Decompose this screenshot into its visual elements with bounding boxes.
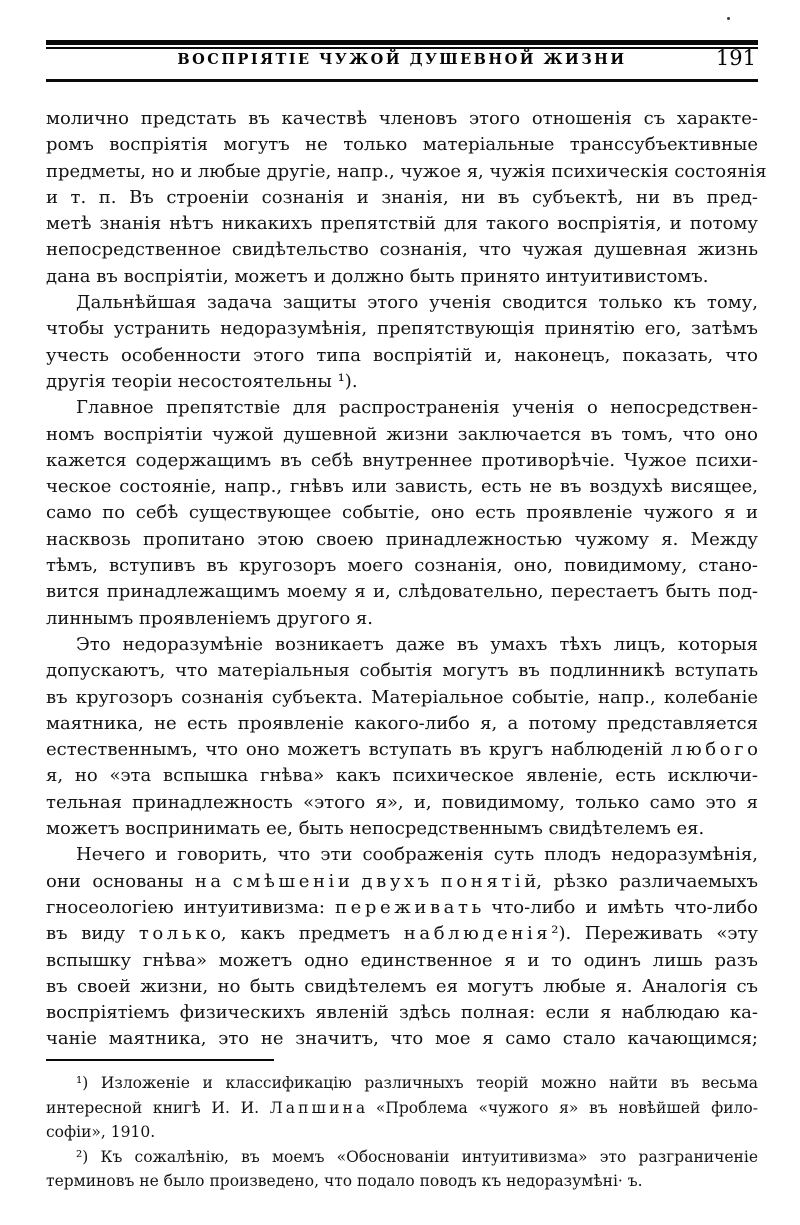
text-line: чтобы устранить недоразумѣнія, препятствующія принятію его, затѣмъ [46, 318, 758, 340]
text-line: учесть особенности этого типа воспріятій и, наконецъ, показать, что [46, 344, 758, 366]
text-line: ¹) Изложеніе и классификацію различныхъ теорій можно найти въ весьма [76, 1074, 758, 1092]
text-line: маятника, не есть проявленіе какого-либо я, а потому представляется [46, 712, 758, 734]
text-line: допускаютъ, что матеріальныя событія могутъ въ подлинникѣ вступать [46, 660, 758, 682]
text-line: насквозь пропитано этою своею принадлежностью чужому я. Между [46, 528, 758, 550]
text-line: предметы, но и любые другіе, напр., чужое я, чужія психическія состоянія [46, 160, 767, 182]
text-line: можетъ воспринимать ее, быть непосредственнымъ свидѣтелемъ ея. [46, 818, 705, 840]
text-line: метѣ знанія нѣтъ никакихъ препятствій для такого воспріятія, и потому [46, 213, 758, 235]
text-line: другія теоріи несостоятельны ¹). [46, 370, 358, 392]
text-line: я, но «эта вспышка гнѣва» какъ психическое явленіе, есть исключи- [46, 765, 758, 787]
running-head-title: ВОСПРІЯТІЕ ЧУЖОЙ ДУШЕВНОЙ ЖИЗНИ [177, 51, 627, 68]
footnote-separator-rule [46, 1059, 274, 1061]
text-line: Дальнѣйшая задача защиты этого ученія сводится только къ тому, [76, 292, 758, 314]
text-line: Нечего и говорить, что эти соображенія суть плодъ недоразумѣнія, [76, 844, 758, 866]
scan-artifact-dot [727, 17, 730, 20]
text-line: въ кругозоръ сознанія субъекта. Матеріальное событіе, напр., колебаніе [46, 686, 758, 708]
text-line: тѣмъ, вступивъ въ кругозоръ моего сознанія, оно, повидимому, стано- [46, 555, 758, 577]
text-line: естественнымъ, что оно можетъ вступать въ кругъ наблюденій л ю б о г о [46, 739, 758, 761]
text-line: въ виду т о л ь к о, какъ предметъ н а б л ю д е н і я ²). Переживать «эту [46, 923, 758, 945]
text-line: они основаны н а с м ѣ ш е н і и д в у х ъ п о н я т і й, рѣзко различаемыхъ [46, 870, 758, 892]
text-line: софіи», 1910. [46, 1123, 156, 1142]
header-bottom-rule [46, 79, 758, 82]
text-line: въ своей жизни, но быть свидѣтелемъ ея могутъ любые я. Аналогія съ [46, 975, 758, 997]
header-double-rule [46, 40, 758, 49]
text-line: линнымъ проявленіемъ другого я. [46, 607, 373, 629]
text-line: молично предстать въ качествѣ членовъ этого отношенія съ характе- [46, 108, 758, 129]
text-line: гносеологіею интуитивизма: п е р е ж и в а т ь что-либо и имѣть что-либо [46, 896, 758, 918]
text-line: тельная принадлежность «этого я», и, повидимому, только само это я [46, 791, 758, 813]
text-line: ²) Къ сожалѣнію, въ моемъ «Обоснованіи интуитивизма» это разграниченіе [76, 1147, 758, 1166]
text-line: само по себѣ существующее событіе, оно есть проявленіе чужого я и [46, 502, 758, 524]
text-line: кажется содержащимъ въ себѣ внутреннее противорѣчіе. Чужое психи- [46, 449, 758, 471]
page-number: 191 [715, 46, 756, 70]
text-line: Это недоразумѣніе возникаетъ даже въ умахъ тѣхъ лицъ, которыя [76, 633, 758, 655]
footnotes [46, 1071, 758, 1194]
text-line: вится принадлежащимъ моему я и, слѣдовательно, перестаетъ быть под- [46, 581, 758, 603]
text-line: ческое состояніе, напр., гнѣвъ или зависть, есть не въ воздухѣ висящее, [46, 476, 758, 498]
text-line: дана въ воспріятіи, можетъ и должно быть принято интуитивистомъ. [46, 265, 709, 287]
text-line: интересной книгѣ И. И. Л а п ш и н а «Проблема «чужого я» въ новѣйшей фило- [46, 1098, 758, 1117]
text-line: ромъ воспріятія могутъ не только матеріальные транссубъективные [46, 134, 758, 156]
text-line: непосредственное свидѣтельство сознанія, что чужая душевная жизнь [46, 239, 758, 261]
text-line: Главное препятствіе для распространенія ученія о непосредствен- [76, 397, 758, 419]
text-line: и т. п. Въ строеніи сознанія и знанія, ни въ субъектѣ, ни въ пред- [46, 186, 758, 208]
text-line: воспріятіемъ физическихъ явленій здѣсь полная: если я наблюдаю ка- [46, 1002, 758, 1024]
text-line: вспышку гнѣва» можетъ одно единственное я и то одинъ лишь разъ [46, 949, 758, 971]
body-text [46, 106, 767, 1053]
text-line: терминовъ не было произведено, что подало поводъ къ недоразумѣні· ъ. [46, 1172, 643, 1191]
text-line: номъ воспріятіи чужой душевной жизни заключается въ томъ, что оно [46, 423, 758, 445]
text-line: чаніе маятника, это не значитъ, что мое я само стало качающимся; [46, 1028, 758, 1050]
